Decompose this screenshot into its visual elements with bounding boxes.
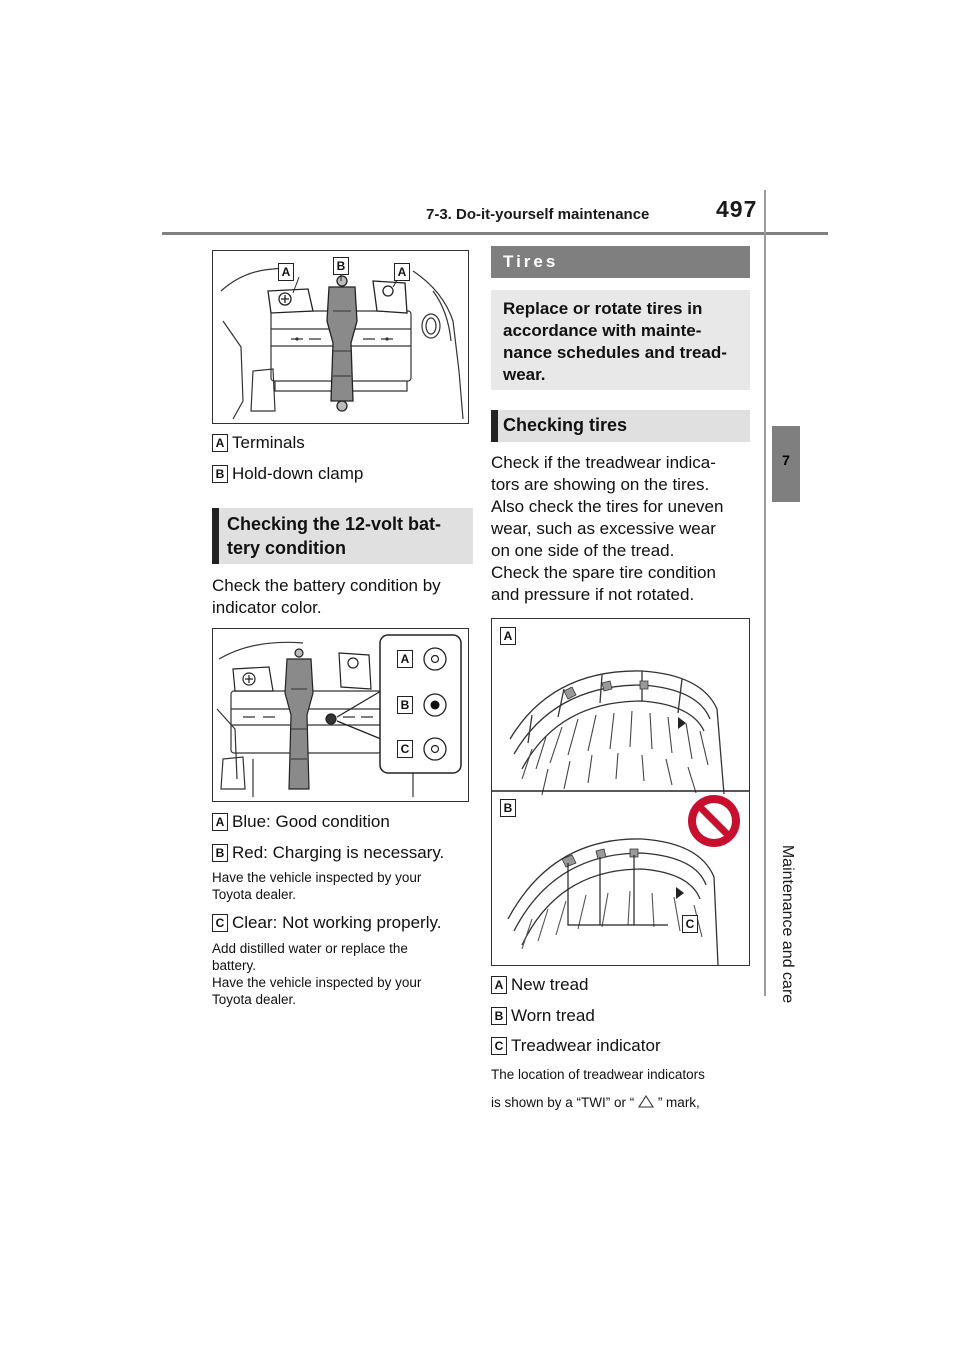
figure-label-a: A xyxy=(394,263,410,281)
battery-figure xyxy=(212,250,469,424)
tire-illustration xyxy=(492,619,749,965)
page-number: 497 xyxy=(716,196,758,222)
section-title: 7-3. Do-it-yourself maintenance xyxy=(426,206,650,223)
legend-item-blue: A Blue: Good condition xyxy=(212,812,466,832)
tire-label-a: A xyxy=(500,627,516,645)
triangle-icon xyxy=(638,1095,654,1108)
clear-note: Add distilled water or replace the battery. Have the vehicle inspected by your Toyota dealer. xyxy=(212,941,422,1007)
chapter-number: 7 xyxy=(782,452,790,468)
legend-item-terminals: A Terminals xyxy=(212,433,462,453)
battery-condition-intro: Check the battery condition by indicator color. xyxy=(212,576,441,617)
battery-condition-heading: Checking the 12-volt bat- tery condition xyxy=(212,508,473,564)
checking-tires-body: Check if the treadwear indica- tors are showing on the tires. Also check the tires for uneven wear, such as excessive wear on one side of the tread. Check the spare tire condition and pressure if not rotated. xyxy=(491,453,724,604)
figure-label-b: B xyxy=(333,257,349,275)
legend-item-clear: C Clear: Not working properly. xyxy=(212,913,466,933)
checking-tires-heading: Checking tires xyxy=(491,410,750,442)
sidebar-rule xyxy=(764,190,766,996)
tires-summary: Replace or rotate tires in accordance with mainte- nance schedules and tread- wear. xyxy=(491,290,750,390)
tire-note: The location of treadwear indicators is shown by a “TWI” or “ ” mark, xyxy=(491,1067,705,1110)
header-rule xyxy=(162,232,828,235)
figure-label-a: A xyxy=(278,263,294,281)
tire-label-c: C xyxy=(682,915,698,933)
legend-item-new-tread: A New tread xyxy=(491,975,753,995)
battery-illustration xyxy=(213,251,468,423)
legend-item-treadwear-indicator: C Treadwear indicator xyxy=(491,1036,753,1056)
indicator-illustration xyxy=(213,629,468,801)
indicator-label-b: B xyxy=(397,696,413,714)
chapter-title: Maintenance and care xyxy=(779,844,796,1004)
legend-item-worn-tread: B Worn tread xyxy=(491,1006,753,1026)
indicator-label-a: A xyxy=(397,650,413,668)
tires-heading: Tires xyxy=(491,246,750,278)
legend-item-red: B Red: Charging is necessary. xyxy=(212,843,466,863)
tire-label-b: B xyxy=(500,799,516,817)
indicator-label-c: C xyxy=(397,740,413,758)
legend-item-hold-down-clamp: B Hold-down clamp xyxy=(212,464,462,484)
tire-figure xyxy=(491,618,750,966)
indicator-figure xyxy=(212,628,469,802)
red-note: Have the vehicle inspected by your Toyota dealer. xyxy=(212,870,422,902)
